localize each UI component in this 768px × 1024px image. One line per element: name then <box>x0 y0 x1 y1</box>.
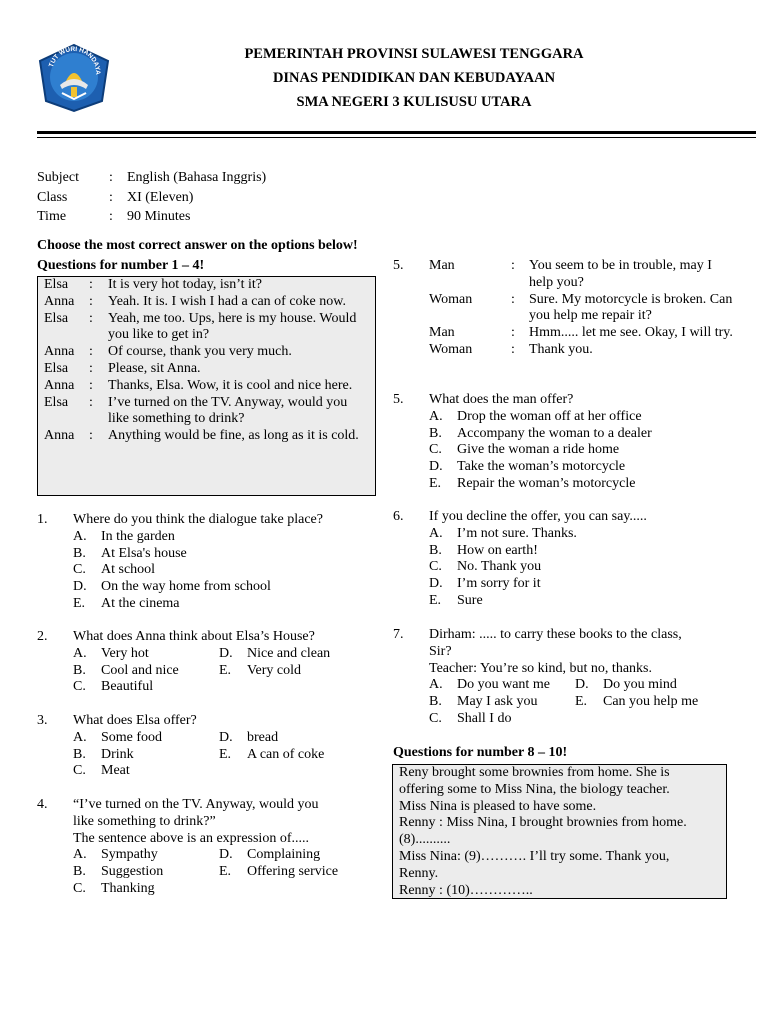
passage-line: Renny : (10)………….. <box>399 882 533 898</box>
dialogue-line: Anna : Thanks, Elsa. Wow, it is cool and nice here. <box>44 377 353 393</box>
question-stem: Teacher: You’re so kind, but no, thanks. <box>429 660 652 676</box>
header-rule-thin <box>37 137 756 138</box>
option[interactable]: C. Give the woman a ride home <box>429 442 620 458</box>
question-stem: What does Elsa offer? <box>73 713 197 728</box>
passage-line: (8).......... <box>399 832 451 848</box>
question-stem: What does Anna think about Elsa’s House? <box>73 629 315 644</box>
option[interactable]: A. Very hot <box>73 645 149 661</box>
passage-line: Miss Nina: (9)………. I’ll try some. Thank you, <box>399 848 670 864</box>
option[interactable]: C. Thanking <box>73 880 155 896</box>
option[interactable]: E. Sure <box>429 592 483 608</box>
dialogue-line: Anna : Yeah. It is. I wish I had a can of coke now. <box>44 293 346 309</box>
option[interactable]: A. I’m not sure. Thanks. <box>429 525 577 541</box>
header-department: DINAS PENDIDIKAN DAN KEBUDAYAAN <box>272 70 556 86</box>
option[interactable]: B. At Elsa's house <box>73 545 187 561</box>
option[interactable]: C. Shall I do <box>429 710 512 726</box>
question-2: 2. What does Anna think about Elsa’s House? A. Very hot D. Nice and clean B. Cool and nice E. Very cold C. Beautiful <box>37 629 377 696</box>
option[interactable]: E. Can you help me <box>575 694 699 710</box>
option[interactable]: A. Sympathy <box>73 847 158 863</box>
option[interactable]: D. Do you mind <box>575 677 677 693</box>
dialogue-line: Elsa : It is very hot today, isn’t it? <box>44 277 262 292</box>
option[interactable]: C. Meat <box>73 763 130 779</box>
dialogue-line: Elsa : Please, sit Anna. <box>44 360 201 376</box>
option[interactable]: C. At school <box>73 562 156 578</box>
passage-box <box>392 764 727 899</box>
option[interactable]: A. Some food <box>73 729 163 745</box>
option[interactable]: A. Do you want me <box>429 677 550 693</box>
header-province: PEMERINTAH PROVINSI SULAWESI TENGGARA <box>244 46 584 62</box>
info-subject: Subject : English (Bahasa Inggris) <box>37 170 267 185</box>
option[interactable]: D. I’m sorry for it <box>429 576 541 592</box>
dialogue-line: Anna : Anything would be fine, as long as it is cold. <box>44 428 359 444</box>
exam-info <box>37 168 266 227</box>
conversation-line: Man : You seem to be in trouble, may I help you? <box>429 258 712 290</box>
question-4: 4. “I’ve turned on the TV. Anyway, would you like something to drink?” The sentence above is an expression of..... A. Sympathy D. Complaining B. Suggestion E. Offering service C. Thanking <box>37 797 377 898</box>
info-class: Class : XI (Eleven) <box>37 189 194 205</box>
option[interactable]: B. Cool and nice <box>73 662 179 678</box>
option[interactable]: D. Take the woman’s motorcycle <box>429 459 626 475</box>
section1-title: Questions for number 1 – 4! <box>37 258 205 273</box>
question-stem: What does the man offer? <box>429 392 574 407</box>
option[interactable]: E. Repair the woman’s motorcycle <box>429 475 636 491</box>
passage-line: Reny brought some brownies from home. She is <box>399 765 670 780</box>
question-7: 7. Dirham: ..... to carry these books to the class, Sir? Teacher: You’re so kind, but no, thanks. A. Do you want me D. Do you mind B. May I ask you E. Can you help me C. Shall I do <box>393 627 738 728</box>
question-5-conversation: 5. Man : You seem to be in trouble, may I help you? Woman : Sure. My motorcycle is broken. Can you help me repair it? Man : Hmm..... let me see. Okay, I will try. Woman : Thank you. <box>393 258 733 357</box>
option[interactable]: B. How on earth! <box>429 542 538 558</box>
question-stem: Dirham: ..... to carry these books to the class, <box>429 627 682 642</box>
question-stem: If you decline the offer, you can say..... <box>429 509 647 524</box>
option[interactable]: D. Complaining <box>219 847 321 863</box>
option[interactable]: E. A can of coke <box>219 746 325 762</box>
section2-title: Questions for number 8 – 10! <box>393 745 568 760</box>
logo-motto: TUT WURI HANDAYA <box>47 45 102 75</box>
option[interactable]: D. bread <box>219 729 279 745</box>
question-stem: Sir? <box>429 643 452 659</box>
passage-line: Renny. <box>399 865 439 881</box>
option[interactable]: B. Drink <box>73 746 134 762</box>
header-school: SMA NEGERI 3 KULISUSU UTARA <box>296 94 532 110</box>
passage-line: offering some to Miss Nina, the biology teacher. <box>399 781 670 797</box>
info-time: Time : 90 Minutes <box>37 209 191 224</box>
instruction: Choose the most correct answer on the options below! <box>37 238 358 253</box>
dialogue-line: Elsa : I’ve turned on the TV. Anyway, would you like something to drink? <box>44 394 348 427</box>
dialogue-line: Anna : Of course, thank you very much. <box>44 344 292 360</box>
option[interactable]: D. On the way home from school <box>73 579 271 595</box>
question-stem: Where do you think the dialogue take place? <box>73 512 323 527</box>
option[interactable]: A. Drop the woman off at her office <box>429 408 642 424</box>
option[interactable]: D. Nice and clean <box>219 645 331 661</box>
option[interactable]: C. No. Thank you <box>429 559 542 575</box>
option[interactable]: E. Offering service <box>219 864 339 880</box>
question-stem: “I’ve turned on the TV. Anyway, would you <box>73 797 319 812</box>
question-5: 5. What does the man offer? A. Drop the woman off at her office B. Accompany the woman to a dealer C. Give the woman a ride home D. Take the woman’s motorcycle E. Repair the woman’s motorcycle <box>393 392 733 493</box>
conversation-line: Woman : Thank you. <box>429 341 593 357</box>
question-stem: The sentence above is an expression of..... <box>73 830 309 846</box>
letterhead <box>0 42 768 114</box>
conversation-line: Woman : Sure. My motorcycle is broken. Can you help me repair it? <box>429 291 733 324</box>
option[interactable]: E. At the cinema <box>73 595 180 611</box>
option[interactable]: E. Very cold <box>219 662 302 678</box>
option[interactable]: B. May I ask you <box>429 694 538 710</box>
option[interactable]: C. Beautiful <box>73 679 154 695</box>
conversation-line: Man : Hmm..... let me see. Okay, I will try. <box>429 325 733 341</box>
passage-line: Miss Nina is pleased to have some. <box>399 798 597 814</box>
dialogue-line: Elsa : Yeah, me too. Ups, here is my house. Would you like to get in? <box>44 310 357 343</box>
dialogue-box <box>37 276 376 496</box>
option[interactable]: B. Accompany the woman to a dealer <box>429 425 652 441</box>
question-stem: like something to drink?” <box>73 813 216 829</box>
question-6: 6. If you decline the offer, you can say..... A. I’m not sure. Thanks. B. How on earth! C. No. Thank you D. I’m sorry for it E. Sure <box>393 509 733 610</box>
option[interactable]: A. In the garden <box>73 528 175 544</box>
passage-line: Renny : Miss Nina, I brought brownies from home. <box>399 815 687 831</box>
option[interactable]: B. Suggestion <box>73 864 164 880</box>
question-1: 1. Where do you think the dialogue take place? A. In the garden B. At Elsa's house C. At school D. On the way home from school E. At the cinema <box>37 512 377 613</box>
header-rule-thick <box>37 131 756 134</box>
question-3: 3. What does Elsa offer? A. Some food D. bread B. Drink E. A can of coke C. Meat <box>37 713 377 780</box>
